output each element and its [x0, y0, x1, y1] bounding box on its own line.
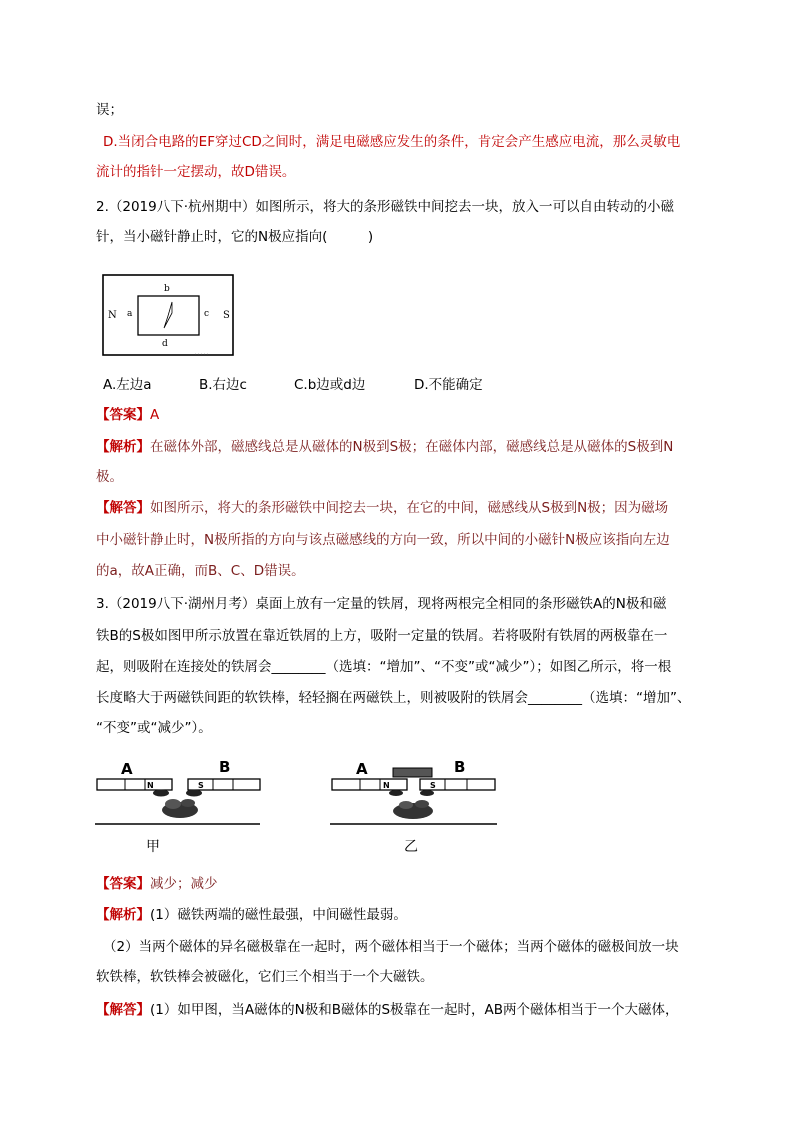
q3-solution-text-1: (1）如甲图，当A磁体的N极和B磁体的S极靠在一起时，AB两个磁体相当于一个大磁体，: [150, 1002, 679, 1018]
q2-solution-line-1: [96, 498, 668, 518]
q2-stem-line-1: 2.（2019八下·杭州期中）如图所示，将大的条形磁铁中间挖去一块，放入一可以自由转动的小磁: [96, 199, 675, 215]
q2-option-d: D.不能确定: [414, 377, 483, 393]
yi-label-n: N: [383, 781, 390, 790]
figure-yi: [330, 755, 500, 830]
q2-option-a: A.左边a: [103, 377, 152, 393]
q3-analysis-line-1: [96, 905, 407, 925]
iron-filings-icon: [389, 790, 434, 819]
q3-stem-line-5: “不变”或“减少”）。: [96, 720, 212, 736]
prev-option-d-line-1: D.当闭合电路的EF穿过CD之间时，满足电磁感应发生的条件，肯定会产生感应电流，那么灵敏电: [103, 134, 681, 150]
analysis-tag: 【解析】: [96, 907, 150, 923]
compass-needle-icon: [164, 302, 172, 328]
caption-yi: 乙: [404, 839, 418, 855]
q2-solution-text-1: 如图所示，将大的条形磁铁中间挖去一块，在它的中间，磁感线从S极到N极；因为磁场: [150, 500, 669, 516]
q2-answer: [96, 405, 159, 425]
answer-tag: 【答案】: [96, 876, 150, 892]
solution-tag: 【解答】: [96, 1002, 150, 1018]
jia-label-b: B: [219, 758, 231, 776]
q3-analysis-text-1: (1）磁铁两端的磁性最强，中间磁性最弱。: [150, 907, 407, 923]
yi-label-s: S: [430, 781, 436, 790]
jia-label-a: A: [121, 760, 133, 778]
q2-stem-line-2: 针，当小磁针静止时，它的N极应指向( ): [96, 229, 374, 245]
q2-option-b: B.右边c: [199, 377, 247, 393]
q3-answer: [96, 874, 218, 894]
q2-analysis-text-1: 在磁体外部，磁感线总是从磁体的N极到S极；在磁体内部，磁感线总是从磁体的S极到N: [150, 439, 674, 455]
yi-magnet-a: [332, 779, 407, 790]
answer-tag: 【答案】: [96, 407, 150, 423]
analysis-tag: 【解析】: [96, 439, 150, 455]
prev-text-line-1: 误；: [96, 102, 123, 118]
fig1-label-s: S: [223, 310, 230, 321]
figure-jia: [95, 755, 265, 830]
magnet-compass-figure: [100, 270, 240, 360]
iron-filings-icon: [153, 790, 202, 819]
fig1-label-b: b: [164, 284, 170, 294]
prev-option-d-line-2: 流计的指针一定摆动，故D错误。: [96, 164, 296, 180]
fig1-label-c: c: [204, 309, 210, 319]
yi-label-a: A: [356, 760, 368, 778]
fig1-label-d: d: [162, 339, 168, 349]
jia-magnet-a: [97, 779, 172, 790]
caption-jia: 甲: [146, 839, 160, 855]
solution-tag: 【解答】: [96, 500, 150, 516]
q2-answer-value: A: [150, 407, 160, 423]
yi-soft-iron-bar: [393, 768, 432, 777]
q3-stem-line-2: 铁B的S极如图甲所示放置在靠近铁屑的上方，吸附一定量的铁屑。若将吸附有铁屑的两极靠在一: [96, 628, 668, 644]
q3-solution-line-1: [96, 1000, 679, 1020]
yi-label-b: B: [454, 758, 466, 776]
q2-analysis-line-2: 极。: [96, 469, 123, 485]
q2-analysis-line-1: [96, 437, 673, 457]
q3-stem-line-1: 3.（2019八下·湖州月考）桌面上放有一定量的铁屑，现将两根完全相同的条形磁铁A的N极和磁: [96, 596, 667, 612]
q3-answer-value: 减少；减少: [150, 876, 218, 892]
jia-label-n: N: [147, 781, 154, 790]
q3-stem-line-4: 长度略大于两磁铁间距的软铁棒，轻轻搁在两磁铁上，则被吸附的铁屑会________（选填：“增加”、: [96, 690, 691, 706]
fig1-label-a: a: [127, 309, 133, 319]
q2-solution-line-2: 中小磁针静止时，N极所指的方向与该点磁感线的方向一致，所以中间的小磁针N极应该指向左边: [96, 532, 670, 548]
q3-analysis-line-2: （2）当两个磁体的异名磁极靠在一起时，两个磁体相当于一个磁体；当两个磁体的磁极间放一块: [103, 939, 679, 955]
q3-analysis-line-3: 软铁棒，软铁棒会被磁化，它们三个相当于一个大磁铁。: [96, 969, 434, 985]
q2-option-c: C.b边或d边: [294, 377, 366, 393]
jia-label-s: S: [198, 781, 204, 790]
q3-stem-line-3: 起，则吸附在连接处的铁屑会________（选填：“增加”、“不变”或“减少”）；如图乙所示，将一根: [96, 659, 672, 675]
q2-solution-line-3: 的a，故A正确，而B、C、D错误。: [96, 563, 305, 579]
fig1-label-n: N: [108, 310, 117, 321]
